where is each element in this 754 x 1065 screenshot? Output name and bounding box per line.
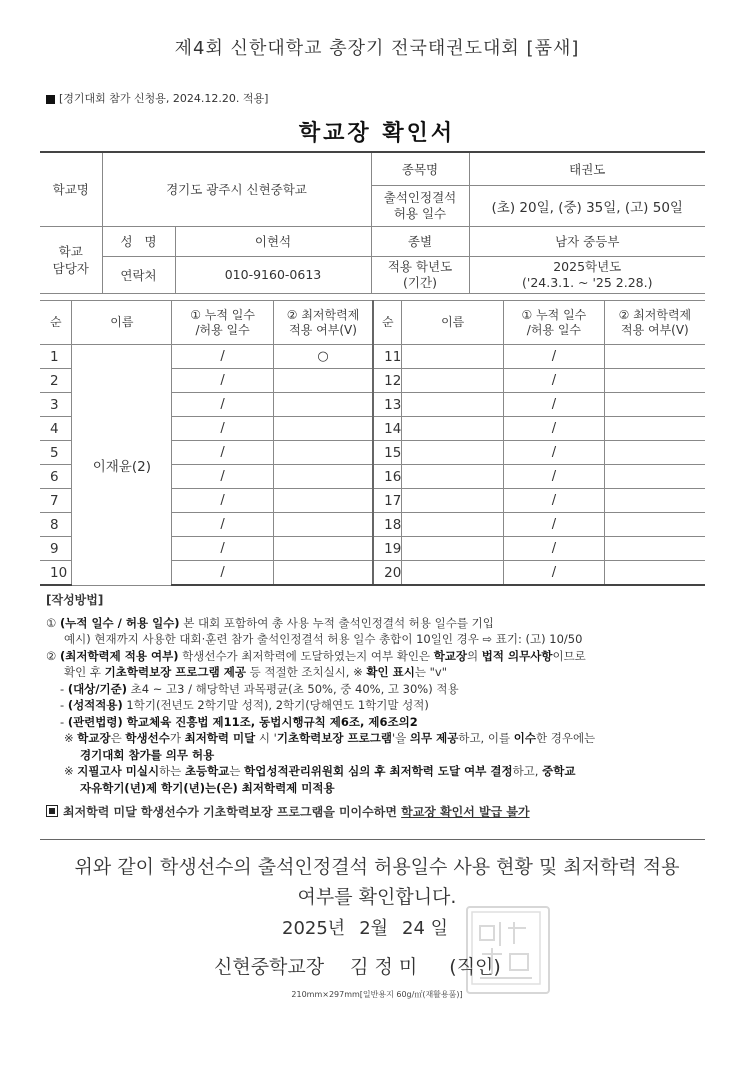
days-cell-right: /: [504, 417, 605, 441]
signer-title: 신현중학교장: [214, 956, 325, 978]
min-cell-right: [604, 513, 705, 537]
application-note-text: [경기대회 참가 신청용, 2024.12.20. 적용]: [59, 92, 269, 105]
days-cell-right: /: [504, 489, 605, 513]
note-1-line2: [46, 747, 716, 764]
note-1-d: 학생선수: [125, 731, 170, 745]
row-number-left: 10: [40, 561, 72, 586]
note-2-g: 하고,: [512, 764, 543, 778]
instruction-2-bold-b: 학교장: [433, 648, 468, 663]
paper-spec-footer: 210mm×297mm[일반용지 60g/㎡(재활용품)]: [291, 990, 463, 999]
signer-line: [214, 952, 527, 979]
header-days-left: [172, 301, 274, 345]
signer-name: 김 정 미: [350, 956, 418, 978]
event-value: 태권도: [469, 152, 705, 185]
note-2-b: 지필고사 미실시: [77, 764, 160, 778]
days-cell-right: /: [504, 393, 605, 417]
instruction-2-number: ②: [46, 648, 57, 663]
bullet-law-title: (관련법령): [67, 714, 123, 729]
min-cell-right: [604, 489, 705, 513]
document-title: 학교장 확인서: [298, 121, 456, 146]
name-cell-right: [402, 513, 504, 537]
name-cell-right: [402, 345, 504, 369]
issue-date: [282, 914, 462, 940]
school-info-table: [40, 151, 705, 294]
min-cell-right: [604, 345, 705, 369]
name-cell-right: [402, 441, 504, 465]
min-cell-right: [604, 561, 705, 586]
checkbox-square-icon: [46, 805, 58, 817]
header-no-left: 순: [40, 301, 72, 345]
student-roster-table: [40, 300, 705, 586]
min-cell-left: [273, 393, 373, 417]
attendance-label-line1: 출석인정결석: [383, 189, 457, 205]
min-cell-right: [604, 393, 705, 417]
header-name-left: 이름: [72, 301, 172, 345]
instruction-2-line2-c: 등 적절한 조치실시, ※: [245, 665, 367, 679]
manager-label-line1: 학교: [58, 243, 83, 259]
bullet-grade-text: 1학기(전년도 2학기말 성적), 2학기(당해연도 1학기말 성적): [122, 698, 429, 712]
days-cell-left: /: [172, 393, 274, 417]
note-2-mark: ※: [64, 764, 78, 778]
attendance-label-line2: 허용 일수: [393, 205, 447, 221]
min-cell-right: [604, 417, 705, 441]
instruction-2-text-e: 이므로: [552, 648, 586, 663]
days-cell-right: /: [504, 513, 605, 537]
note-2-e: 는: [229, 764, 245, 778]
min-cell-left: [273, 465, 373, 489]
row-number-right: 13: [373, 393, 402, 417]
note-2-line2: [46, 780, 716, 797]
warning-d: 기초학력보장 프로그램: [203, 805, 324, 819]
row-number-right: 19: [373, 537, 402, 561]
bullet-grade: - (성적적용) 1학기(전년도 2학기말 성적), 2학기(당해연도 1학기말 성적): [60, 698, 429, 712]
note-2-h: 중학교: [542, 764, 576, 778]
bullet-target-text: 초4 ~ 고3 / 해당학년 과목평균(초 50%, 중 40%, 고 30%) 적용: [126, 681, 459, 696]
header-min-right-line1: ② 최저학력제: [618, 307, 692, 322]
warning-a: 최저학력 미달: [63, 805, 141, 819]
year-value-line1: 2025학년도: [553, 258, 622, 274]
name-cell-right: [402, 417, 504, 441]
days-cell-right: /: [504, 441, 605, 465]
note-2-line2-text: 자유학기(년)제 학기(년)는(은) 최저학력제 미적용: [80, 780, 335, 795]
competition-title: 제4회 신한대학교 총장기 전국태권도대회 [품새]: [174, 38, 580, 59]
year-label: [371, 256, 469, 293]
instruction-2-title: (최저학력제 적용 여부): [59, 648, 179, 663]
note-2-c: 하는: [159, 764, 185, 778]
division-value: 남자 중등부: [469, 226, 705, 256]
days-cell-left: /: [172, 489, 274, 513]
note-1-k: 하고, 이를: [458, 731, 514, 745]
instruction-1-text: 본 대회 포함하여 총 사용 누적 출석인정결석 허용 일수를 기입: [179, 615, 494, 630]
bullet-grade-title: (성적적용): [67, 698, 123, 712]
instruction-2-text-c: 의: [467, 648, 482, 663]
warning-line: [46, 804, 716, 821]
warning-g: 하면: [373, 805, 402, 819]
min-cell-right: [604, 441, 705, 465]
seal-label: (직인): [449, 956, 501, 978]
note-1-j: 의무 제공: [409, 731, 459, 745]
name-cell-right: [402, 537, 504, 561]
days-cell-left: /: [172, 561, 274, 586]
bullet-target: - (대상/기준) 초4 ~ 고3 / 해당학년 과목평균(초 50%, 중 40%, 고 30%) 적용: [60, 681, 459, 696]
min-cell-right: [604, 465, 705, 489]
min-cell-left: [273, 441, 373, 465]
days-cell-left: /: [172, 345, 274, 369]
note-1-g: 시 ': [255, 731, 277, 745]
min-cell-left: [273, 513, 373, 537]
date-month: 2월: [359, 918, 389, 939]
min-cell-left: [273, 537, 373, 561]
name-label: 성 명: [102, 226, 175, 256]
school-value: 경기도 광주시 신현중학교: [102, 152, 371, 226]
square-bullet-icon: [46, 95, 55, 104]
year-value: [469, 256, 705, 293]
min-cell-left: [273, 417, 373, 441]
name-cell-right: [402, 369, 504, 393]
note-2-f: 학업성적관리위원회 심의 후 최저학력 도달 여부 결정: [244, 764, 513, 778]
row-number-right: 18: [373, 513, 402, 537]
table-row: [40, 345, 705, 369]
note-1-h: 기초학력보장 프로그램: [276, 731, 392, 745]
instruction-2-line2-a: 확인 후: [64, 665, 105, 679]
instruction-1: [46, 615, 716, 632]
name-value: 이현석: [175, 226, 371, 256]
row-number-left: 8: [40, 513, 72, 537]
warning-b: 학생선수: [140, 805, 188, 819]
row-number-right: 20: [373, 561, 402, 586]
date-day: 24 일: [402, 918, 449, 939]
row-number-left: 4: [40, 417, 72, 441]
note-1-l: 이수: [513, 731, 536, 745]
name-cell-right: [402, 393, 504, 417]
days-cell-right: /: [504, 369, 605, 393]
min-cell-left: [273, 561, 373, 586]
row-number-right: 15: [373, 441, 402, 465]
row-number-right: 16: [373, 465, 402, 489]
instruction-1-number: ①: [46, 615, 57, 630]
header-min-left-line1: ② 최저학력제: [286, 307, 360, 322]
header-min-left-line2: 적용 여부(V): [289, 322, 357, 337]
bullet-target-title: (대상/기준): [67, 681, 127, 696]
min-cell-right: [604, 537, 705, 561]
note-2-d: 초등학교: [184, 764, 230, 778]
row-number-right: 12: [373, 369, 402, 393]
bullet-law-text: 학교체육 진흥법 제11조, 동법시행규칙 제6조, 제6조의2: [122, 714, 418, 729]
note-1-line2-text: 경기대회 참가를 의무 허용: [80, 747, 215, 762]
note-1-c: 은: [110, 731, 126, 745]
header-min-left: [273, 301, 373, 345]
min-cell-right: [604, 369, 705, 393]
roster-header-row: [40, 301, 705, 345]
contact-label: 연락처: [102, 256, 175, 293]
header-no-right: 순: [373, 301, 402, 345]
instruction-2-text-a: 학생선수가 최저학력에 도달하였는지 여부 확인은: [178, 648, 434, 663]
note-2: [46, 763, 716, 780]
min-cell-left: [273, 369, 373, 393]
instruction-2-line2-d: 확인 표시: [366, 665, 415, 679]
instruction-1-example: 예시) 현재까지 사용한 대회·훈련 참가 출석인정결석 허용 일수 총합이 10일인 경우 ⇨ 표기: (고) 10/50: [64, 632, 583, 646]
school-seal-stamp: [466, 906, 550, 994]
statement-line1: 위와 같이 학생선수의 출석인정결석 허용일수 사용 현황 및 최저학력 적용: [74, 856, 680, 878]
row-number-left: 7: [40, 489, 72, 513]
event-label: 종목명: [371, 152, 469, 185]
min-cell-left: [273, 489, 373, 513]
row-number-left: 9: [40, 537, 72, 561]
days-cell-left: /: [172, 441, 274, 465]
instructions-heading: [작성방법]: [46, 593, 104, 607]
days-cell-left: /: [172, 417, 274, 441]
student-name-cell: 이재윤(2): [72, 345, 172, 586]
application-note: [46, 90, 268, 106]
header-min-right: [604, 301, 705, 345]
header-name-right: 이름: [402, 301, 504, 345]
row-number-left: 6: [40, 465, 72, 489]
warning-h: 학교장 확인서 발급 불가: [401, 805, 530, 819]
row-number-left: 5: [40, 441, 72, 465]
note-1-i: '을: [391, 731, 410, 745]
header-days-left-line2: /허용 일수: [195, 322, 250, 337]
days-cell-left: /: [172, 369, 274, 393]
header-days-right-line2: /허용 일수: [526, 322, 582, 337]
division-label: 종별: [371, 226, 469, 256]
date-year: 2025년: [282, 918, 346, 939]
year-label-line1: 적용 학년도: [387, 258, 453, 274]
header-min-right-line2: 적용 여부(V): [620, 322, 689, 337]
note-1-b: 학교장: [77, 731, 111, 745]
note-1-mark: ※: [64, 731, 78, 745]
row-number-left: 2: [40, 369, 72, 393]
attendance-value: (초) 20일, (중) 35일, (고) 50일: [469, 185, 705, 226]
days-cell-right: /: [504, 465, 605, 489]
warning-e: 을: [323, 805, 339, 819]
instruction-2-line2-b: 기초학력보장 프로그램 제공: [104, 665, 246, 679]
note-1-m: 한 경우에는: [535, 731, 596, 745]
note-1: [46, 730, 716, 747]
row-number-right: 17: [373, 489, 402, 513]
bullet-law: - (관련법령) 학교체육 진흥법 제11조, 동법시행규칙 제6조, 제6조의2: [60, 714, 418, 729]
row-number-left: 3: [40, 393, 72, 417]
days-cell-left: /: [172, 465, 274, 489]
days-cell-right: /: [504, 345, 605, 369]
row-number-right: 14: [373, 417, 402, 441]
instruction-2-line2: [46, 664, 716, 681]
name-cell-right: [402, 561, 504, 586]
instructions-section: [46, 592, 716, 821]
instruction-2-line2-e: 는 "v": [414, 665, 448, 679]
note-1-f: 최저학력 미달: [184, 731, 256, 745]
warning-f: 미이수: [338, 805, 374, 819]
manager-label-line2: 담당자: [52, 260, 89, 276]
year-label-line2: (기간): [403, 274, 437, 290]
instruction-2-bold-d: 법적 의무사항: [481, 648, 553, 663]
attendance-label: [371, 185, 469, 226]
row-number-right: 11: [373, 345, 402, 369]
contact-value: 010-9160-0613: [175, 256, 371, 293]
days-cell-right: /: [504, 561, 605, 586]
row-number-left: 1: [40, 345, 72, 369]
manager-label: [40, 226, 102, 293]
instruction-1-title: (누적 일수 / 허용 일수): [59, 615, 180, 630]
year-value-line2: ('24.3.1. ~ '25 2.28.): [522, 274, 653, 290]
header-days-left-line1: ① 누적 일수: [190, 307, 255, 322]
name-cell-right: [402, 489, 504, 513]
header-days-right: [504, 301, 605, 345]
divider-line: [40, 839, 705, 840]
note-1-e: 가: [169, 731, 185, 745]
warning-c: 가: [187, 805, 204, 819]
school-label: 학교명: [40, 152, 102, 226]
days-cell-left: /: [172, 537, 274, 561]
header-days-right-line1: ① 누적 일수: [521, 307, 587, 322]
days-cell-left: /: [172, 513, 274, 537]
name-cell-right: [402, 465, 504, 489]
days-cell-right: /: [504, 537, 605, 561]
statement-line2: 여부를 확인합니다.: [297, 886, 457, 908]
confirmation-statement: [0, 852, 754, 912]
min-cell-left: ○: [273, 345, 373, 369]
instruction-2: [46, 648, 716, 665]
